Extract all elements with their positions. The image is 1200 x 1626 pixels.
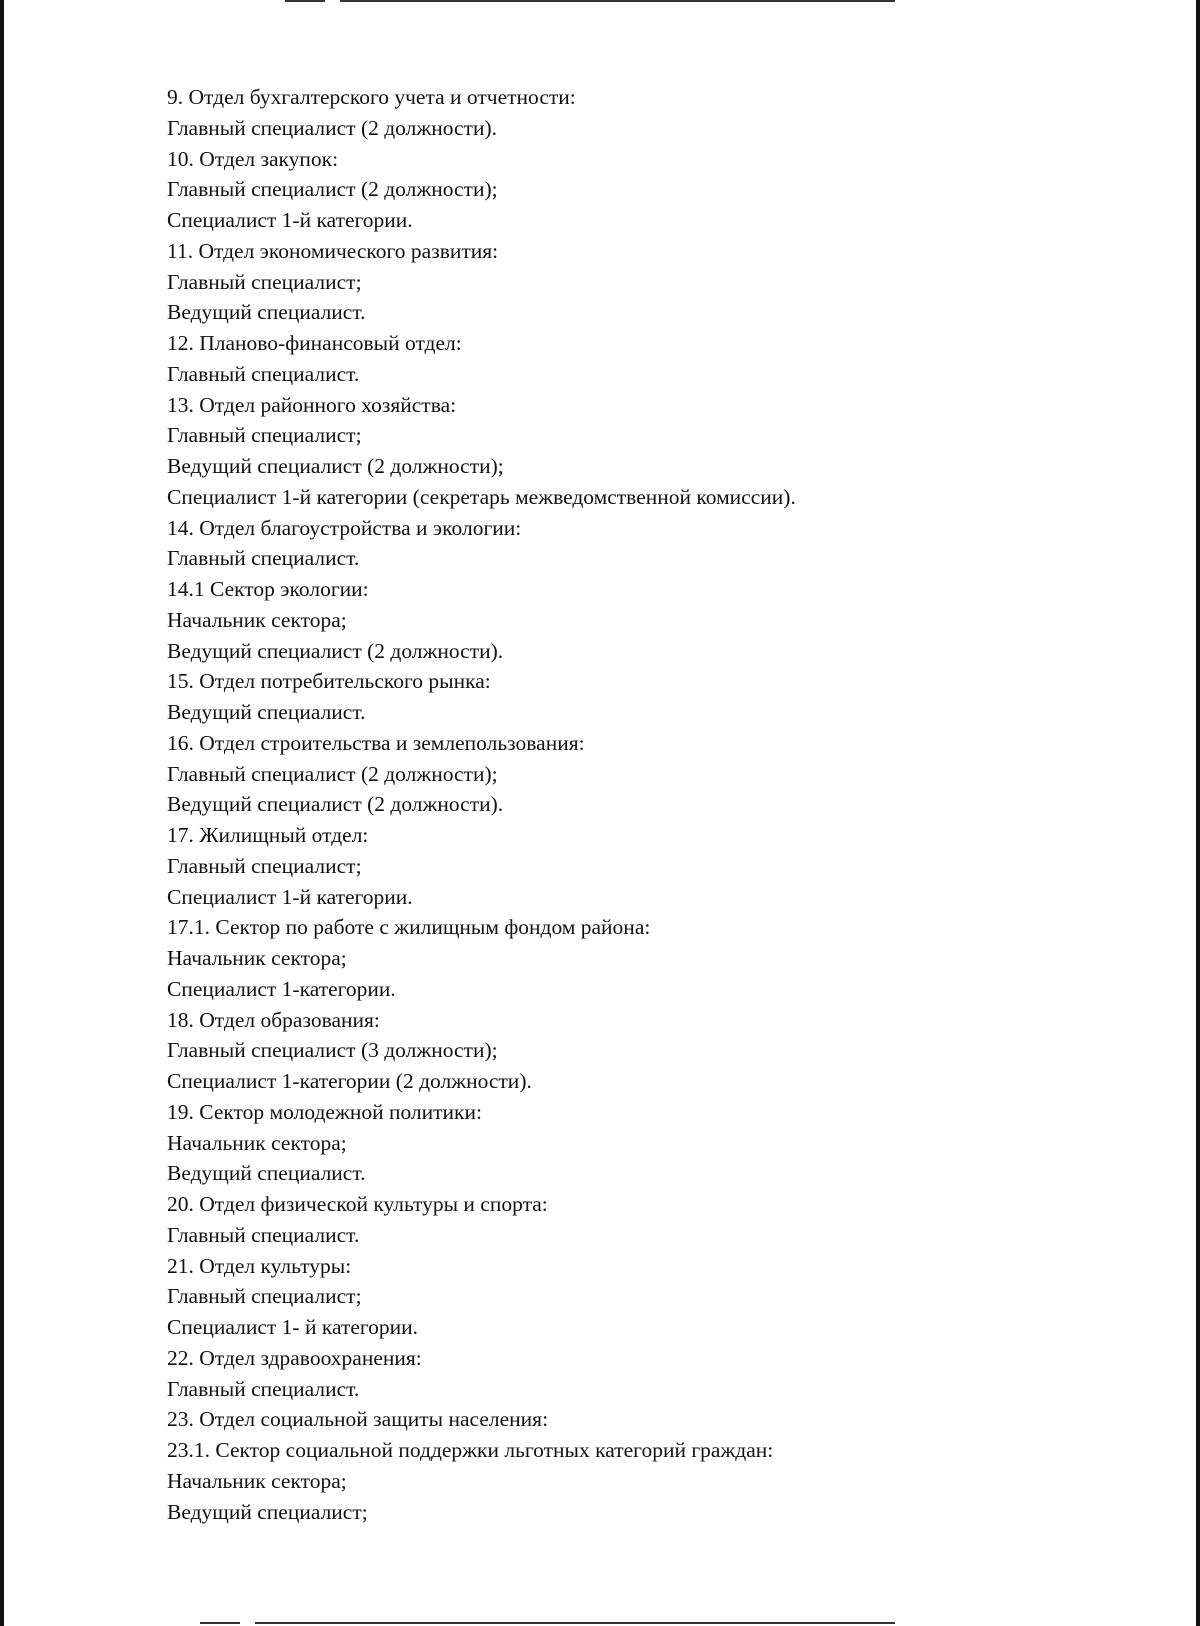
document-line: Специалист 1-категории (2 должности). [167,1069,532,1093]
document-line: Главный специалист; [167,1284,362,1309]
document-line: 19. Сектор молодежной политики: [167,1099,482,1124]
scan-artifact-top [285,0,325,2]
document-line: 17.1. Сектор по работе с жилищным фондом района: [167,915,651,940]
document-line: 13. Отдел районного хозяйства: [167,392,457,417]
document-line: 14.1 Сектор экологии: [167,577,369,601]
document-line: Главный специалист. [167,1376,360,1401]
document-line: Ведущий специалист. [167,300,366,325]
document-line: 15. Отдел потребительского рынка: [167,669,491,694]
document-line: 11. Отдел экономического развития: [167,238,499,263]
scan-border-left [0,0,4,1626]
scan-artifact-bottom [255,1622,895,1624]
document-line: Специалист 1-й категории. [167,208,413,232]
document-line: 22. Отдел здравоохранения: [167,1345,422,1370]
document-line: 17. Жилищный отдел: [167,823,369,847]
document-line: Главный специалист; [167,853,362,878]
document-line: Специалист 1- й категории. [167,1315,419,1339]
document-line: Начальник сектора; [167,1130,347,1155]
document-line: 10. Отдел закупок: [167,146,339,171]
document-line: Ведущий специалист. [167,1161,366,1186]
scan-artifact-top [340,0,895,2]
document-line: 12. Планово-финансовый отдел: [167,331,462,355]
document-line: 9. Отдел бухгалтерского учета и отчетности: [167,85,576,109]
document-line: Главный специалист. [167,546,360,571]
document-line: 16. Отдел строительства и землепользования: [167,730,585,755]
document-line: Ведущий специалист (2 должности); [167,454,504,478]
document-line: Главный специалист; [167,423,362,448]
document-line: Начальник сектора; [167,607,347,632]
document-line: 20. Отдел физической культуры и спорта: [167,1192,548,1216]
scan-border-right [1196,0,1200,1626]
document-line: Главный специалист. [167,1222,360,1247]
document-line: Начальник сектора; [167,1468,347,1493]
document-line: Ведущий специалист (2 должности). [167,792,504,817]
document-line: 23.1. Сектор социальной поддержки льготных категорий граждан: [167,1438,774,1462]
document-line: Специалист 1-й категории. [167,884,413,909]
document-line: Специалист 1-категории. [167,976,396,1001]
document-line: 21. Отдел культуры: [167,1253,352,1278]
document-line: Главный специалист. [167,361,360,386]
document-line: Главный специалист; [167,269,362,294]
document-body [167,82,1127,1527]
document-line: 18. Отдел образования: [167,1007,380,1032]
document-line: Ведущий специалист; [167,1499,368,1524]
document-line: Главный специалист (3 должности); [167,1038,498,1063]
document-line: 23. Отдел социальной защиты населения: [167,1407,549,1432]
document-line: Специалист 1-й категории (секретарь межведомственной комиссии). [167,484,796,509]
document-line: Ведущий специалист (2 должности). [167,638,504,663]
document-line: Начальник сектора; [167,946,347,970]
document-line: Ведущий специалист. [167,700,366,724]
document-line: 14. Отдел благоустройства и экологии: [167,515,522,540]
document-line: Главный специалист (2 должности); [167,761,498,786]
document-line: Главный специалист (2 должности); [167,177,498,202]
scan-artifact-bottom [200,1622,240,1624]
document-line: Главный специалист (2 должности). [167,115,497,140]
